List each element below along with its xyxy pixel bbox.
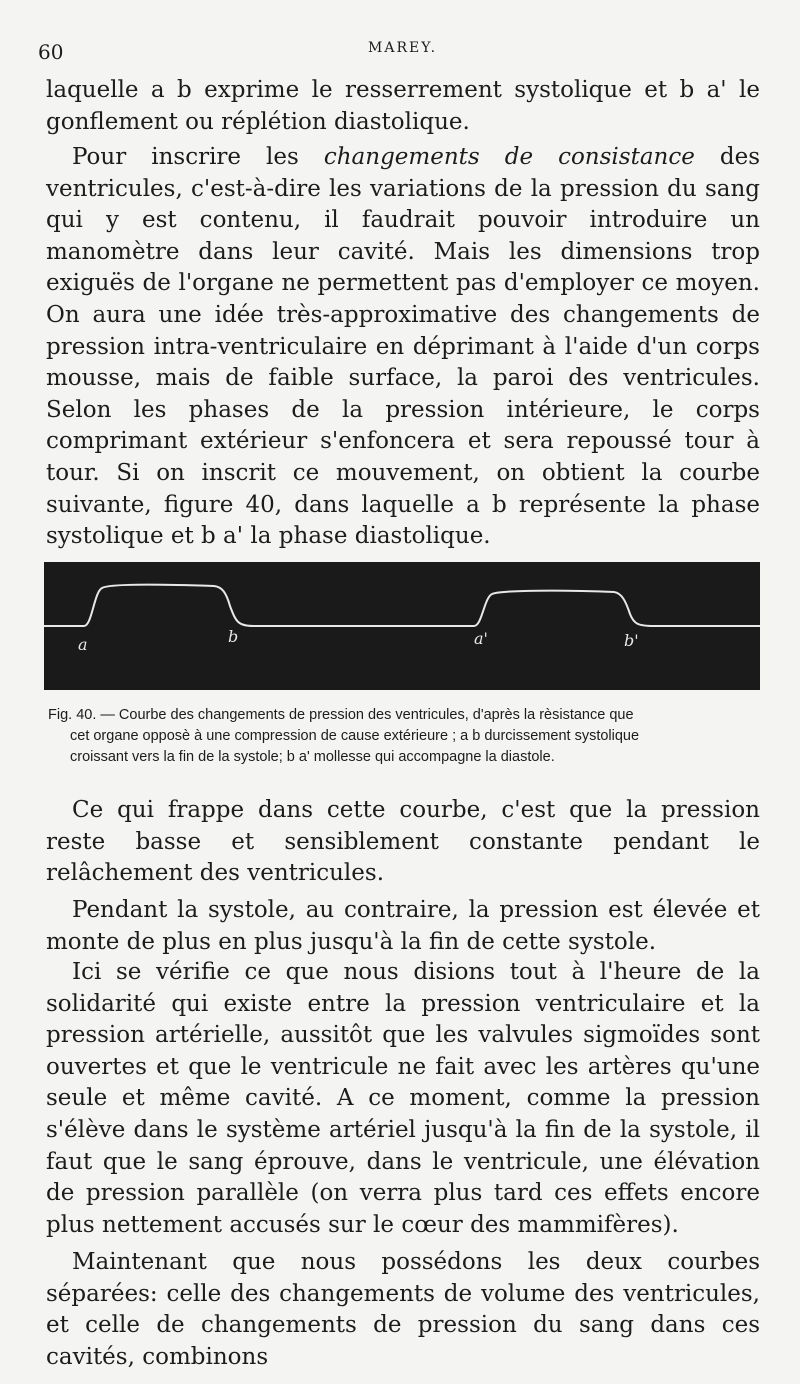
paragraph-6: Maintenant que nous possédons les deux courbes séparées: celle des changements de volume des ventricules, et celle de changements de pression du sang dans ces cavités, combinons [46, 1249, 760, 1370]
caption-line-1: Fig. 40. — Courbe des changements de pression des ventricules, d'après la rèsistance que [48, 707, 634, 723]
paragraph-2-rest: des ventricules, c'est-à-dire les variations de la pression du sang qui y est contenu, il faudrait pouvoir introduire un manomètre dans leur cavité. Mais les dimensions trop exiguës de l'organe ne permettent pas d'employer ce moyen. On aura une idée très-approximative des changements de pression intra-ventriculaire en déprimant à l'aide d'un corps mousse, mais de faible surface, la paroi des ventricules. Selon les phases de la pression intérieure, le corps comprimant extérieur s'enfoncera et sera repoussé tour à tour. Si on inscrit ce mouvement, on obtient la courbe suivante, figure 40, dans laquelle a b représente la phase systolique et b a' la phase diastolique. [46, 144, 761, 550]
pressure-curve-plot [44, 562, 760, 690]
paragraph-5: Ici se vérifie ce que nous disions tout à l'heure de la solidarité qui existe entre la pression ventriculaire et la pression artérielle, aussitôt que les valvules sigmoïdes sont ouvertes et que le ventricule ne fait avec les artères qu'une seule et même cavité. A ce moment, comme la pression s'élève dans le système artériel jusqu'à la fin de la systole, il faut que le sang éprouve, dans le ventricule, une élévation de pression parallèle (on verra plus tard ces effets encore plus nettement accusés sur le cœur des mammifères). [46, 959, 760, 1238]
curve-label-b-prime: b' [624, 631, 639, 650]
paragraph-2-emphasis: changements de consistance [323, 144, 695, 170]
pressure-curve-trace [44, 585, 760, 626]
figure-40-pressure-curve [44, 562, 760, 690]
caption-line-2: cet organe opposè à une compression de cause extérieure ; a b durcissement systolique [70, 728, 640, 744]
curve-label-b: b [228, 627, 239, 646]
paragraph-1: laquelle a b exprime le resserrement systolique et b a' le gonflement ou réplétion diastolique. [46, 77, 760, 135]
page-header [38, 40, 760, 70]
figure-caption [48, 705, 764, 768]
curve-label-a-prime: a' [474, 629, 488, 648]
page-number: 60 [38, 40, 64, 64]
paragraph-4: Pendant la systole, au contraire, la pression est élevée et monte de plus en plus jusqu'à la fin de cette systole. [46, 897, 760, 955]
curve-label-a: a [78, 635, 88, 654]
caption-line-3: croissant vers la fin de la systole; b a' mollesse qui accompagne la diastole. [70, 749, 555, 765]
paragraph-2-start: Pour inscrire les [72, 144, 324, 170]
running-title: MAREY. [368, 40, 438, 56]
paragraph-3: Ce qui frappe dans cette courbe, c'est que la pression reste basse et sensiblement constante pendant le relâchement des ventricules. [46, 797, 760, 887]
paragraph-2 [46, 142, 760, 553]
